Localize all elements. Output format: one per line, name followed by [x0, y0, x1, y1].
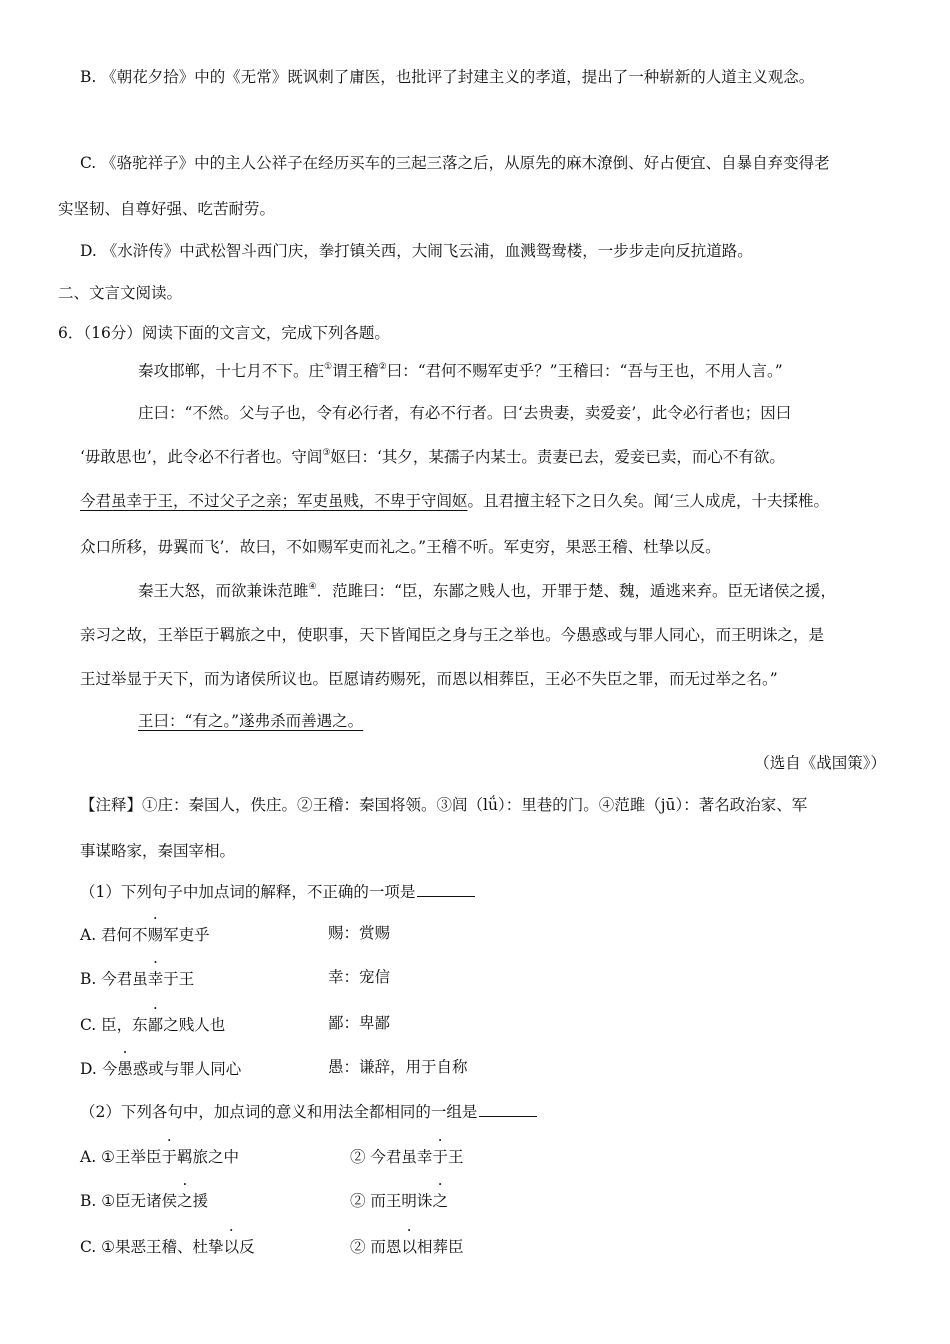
- sub1-option-d-explanation: 愚：谦辞，用于自称: [328, 1058, 468, 1076]
- option-5c-line2: 实坚韧、自尊好强、吃苦耐劳。: [58, 200, 276, 218]
- passage-p2-line1: 庄曰：“不然。父与子也，令有必行者，有必不行者。曰‘去贵妻，卖爱妾’，此令必行者也；因曰: [138, 404, 792, 422]
- question-6-header: 6．（16分）阅读下面的文言文，完成下列各题。: [58, 324, 390, 342]
- passage-p2-line3: 今君虽幸于王，不过父子之亲；军吏虽贱，不卑于守闾妪。且君擅主轻下之日久矣。闻‘三人成虎，十夫揉椎。: [80, 492, 829, 510]
- option-5b: B. 《朝花夕拾》中的《无常》既讽刺了庸医，也批评了封建主义的孝道，提出了一种崭新的人道主义观念。: [80, 68, 815, 86]
- answer-blank[interactable]: [417, 880, 475, 897]
- passage-p3-line3: 王过举显于天下，而为诸侯所议也。臣愿请药赐死，而恩以相葬臣，王必不失臣之罪，而无过举之名。”: [80, 670, 778, 688]
- dotted-word: 以: [223, 1238, 240, 1256]
- sub2-option-c-1: C. ①果恶王稽、杜挚以反: [80, 1238, 255, 1256]
- sub2-option-c-2: ② 而恩以相葬臣: [350, 1238, 464, 1256]
- sub-question-2: （2）下列各句中，加点词的意义和用法全都相同的一组是: [80, 1100, 537, 1123]
- section-title: 二、文言文阅读。: [58, 284, 183, 302]
- dotted-word: 以: [401, 1238, 417, 1256]
- notes-line2: 事谋略家，秦国宰相。: [80, 842, 236, 860]
- underlined-sentence: 王曰：“有之。”遂弗杀而善遇之。: [138, 712, 364, 730]
- sub1-option-b-explanation: 幸：宠信: [328, 968, 391, 986]
- passage-p1: 秦攻邯郸，十七月不下。庄①谓王稽②曰：“君何不赐军吏乎？”王稽曰：“吾与王也，不用人言。”: [138, 362, 783, 380]
- sub1-option-b: B. 今君虽幸于王: [80, 970, 195, 988]
- dotted-word: 赐: [147, 926, 164, 944]
- dotted-word: 鄙: [147, 1016, 164, 1034]
- note-ref: ①: [324, 362, 333, 372]
- note-ref: ③: [322, 448, 331, 458]
- sub1-option-c: C. 臣，东鄙之贱人也: [80, 1016, 226, 1034]
- passage-p3-line1: 秦王大怒，而欲兼诛范雎④．范雎曰：“臣，东鄙之贱人也，开罪于楚、魏，遁逃来弃。臣无诸侯之援，: [138, 582, 837, 600]
- sub2-option-a-2: ② 今君虽幸于王: [350, 1148, 464, 1166]
- sub2-option-b-1: B. ①臣无诸侯之援: [80, 1192, 209, 1210]
- passage-p4: [138, 710, 383, 732]
- sub1-option-a-explanation: 赐：赏赐: [328, 924, 391, 942]
- notes-line1: 【注释】①庄：秦国人，佚庄。②王稽：秦国将领。③闾（lǘ）：里巷的门。④范雎（jū）：著名政治家、军: [80, 796, 808, 814]
- underlined-sentence: 今君虽幸于王，不过父子之亲；军吏虽贱，不卑于守闾妪: [80, 492, 468, 510]
- dotted-word: 愚: [117, 1060, 133, 1078]
- sub1-option-a: A. 君何不赐军吏乎: [80, 926, 210, 944]
- note-ref: ④: [308, 582, 317, 592]
- answer-blank[interactable]: [479, 1100, 537, 1117]
- dotted-word: 于: [432, 1148, 448, 1166]
- dotted-word: 之: [432, 1192, 448, 1210]
- option-5c-line1: C. 《骆驼祥子》中的主人公祥子在经历买车的三起三落之后，从原先的麻木潦倒、好占便宜、自暴自弃变得老: [80, 154, 830, 172]
- sub2-option-b-2: ② 而王明诛之: [350, 1192, 448, 1210]
- sub1-option-c-explanation: 鄙：卑鄙: [328, 1014, 391, 1032]
- dotted-word: 于: [161, 1148, 177, 1166]
- sub1-option-d: D. 今愚惑或与罪人同心: [80, 1060, 242, 1078]
- passage-p2-line4: 众口所移，毋翼而飞’．故曰，不如赐军吏而礼之。”王稽不听。军吏穷，果恶王稽、杜挚以反。: [80, 538, 721, 556]
- dotted-word: 之: [177, 1192, 193, 1210]
- source-citation: （选自《战国策》）: [754, 754, 886, 772]
- passage-p3-line2: 亲习之故，王举臣于羁旅之中，使职事，天下皆闻臣之身与王之举也。今愚惑或与罪人同心，而王明诛之，是: [80, 626, 825, 644]
- dotted-word: 幸: [147, 970, 164, 988]
- sub2-option-a-1: A. ①王举臣于羁旅之中: [80, 1148, 239, 1166]
- passage-p2-line2: ‘毋敢思也’，此令必不行者也。守闾③妪曰：‘其夕，某孺子内某士。责妻已去，爱妾已卖，而心不有欲。: [80, 448, 785, 466]
- sub-question-1: （1）下列句子中加点词的解释，不正确的一项是: [80, 880, 475, 903]
- option-5d: D. 《水浒传》中武松智斗西门庆，拳打镇关西，大闹飞云浦，血溅鸳鸯楼，一步步走向反抗道路。: [80, 242, 753, 260]
- note-ref: ②: [378, 362, 387, 372]
